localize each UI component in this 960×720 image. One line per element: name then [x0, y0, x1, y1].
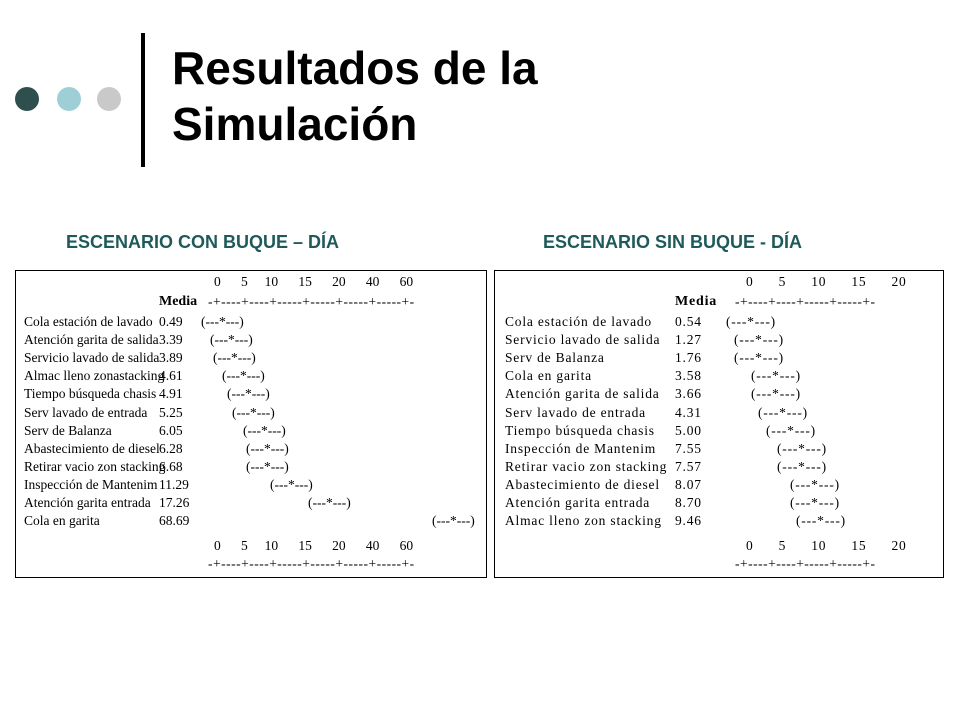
table-row	[495, 512, 943, 530]
row-name: Serv de Balanza	[505, 350, 605, 366]
table-row	[16, 349, 486, 367]
row-name: Tiempo búsqueda chasis	[24, 386, 157, 402]
scale-numbers: 0 5 10 15 20 40 60	[214, 538, 414, 553]
table-row	[16, 331, 486, 349]
row-interval: (---*---)	[432, 513, 475, 529]
scale-numbers: 0 5 10 15 20	[746, 538, 907, 553]
row-interval: (---*---)	[246, 458, 289, 474]
row-interval: (---*---)	[777, 458, 827, 474]
row-name: Retirar vacio zon stacking	[505, 458, 668, 474]
row-value: 3.39	[159, 332, 183, 348]
row-value: 0.54	[675, 314, 702, 329]
row-value: 8.70	[675, 495, 702, 510]
row-interval: (---*---)	[232, 404, 275, 420]
row-interval: (---*---)	[766, 422, 816, 438]
row-value: 6.05	[159, 422, 183, 438]
row-name: Abastecimiento de diesel	[505, 476, 660, 492]
table-row	[495, 404, 943, 422]
interval-plot-without-ship	[495, 271, 943, 577]
table-row	[495, 367, 943, 385]
row-value: 4.91	[159, 386, 183, 402]
row-name: Cola en garita	[505, 368, 592, 384]
row-value: 7.55	[675, 440, 702, 456]
table-row	[495, 331, 943, 349]
row-name: Retirar vacio zon stacking	[24, 458, 166, 474]
row-interval: (---*---)	[726, 314, 776, 329]
row-value: 68.69	[159, 513, 190, 529]
row-name: Cola en garita	[24, 513, 100, 529]
title-line-1: Resultados de la	[172, 42, 538, 94]
row-value: 0.49	[159, 314, 183, 329]
row-name: Atención garita de salida	[24, 332, 159, 348]
title-line-2: Simulación	[172, 98, 418, 150]
row-value: 11.29	[159, 476, 189, 492]
scale-numbers: 0 5 10 15 20	[746, 274, 907, 289]
table-row	[495, 385, 943, 403]
row-value: 5.25	[159, 404, 183, 420]
row-value: 4.61	[159, 368, 183, 384]
scale-line: -+----+----+-----+-----+-	[735, 294, 876, 309]
row-value: 1.27	[675, 332, 702, 348]
scale-line: -+----+----+-----+-----+-----+-----+-	[208, 556, 415, 571]
row-value: 3.89	[159, 350, 183, 366]
row-name: Inspección de Mantenim	[505, 440, 657, 456]
decorative-dot-gray	[97, 87, 121, 111]
scale-numbers: 0 5 10 15 20 40 60	[214, 274, 414, 289]
table-row	[495, 476, 943, 494]
slide-title	[172, 40, 538, 152]
row-value: 8.07	[675, 476, 702, 492]
row-interval: (---*---)	[213, 350, 256, 366]
table-row	[16, 313, 486, 331]
table-row	[16, 422, 486, 440]
table-row	[16, 440, 486, 458]
row-value: 7.57	[675, 458, 702, 474]
table-row	[16, 494, 486, 512]
row-value: 6.68	[159, 458, 183, 474]
scale-line: -+----+----+-----+-----+-	[735, 556, 876, 571]
row-interval: (---*---)	[243, 422, 286, 438]
row-name: Almac lleno zonastacking	[24, 368, 165, 384]
row-name: Serv de Balanza	[24, 422, 112, 438]
table-row	[495, 494, 943, 512]
title-divider	[141, 33, 145, 167]
row-interval: (---*---)	[751, 386, 801, 402]
row-name: Atención garita entrada	[505, 495, 651, 510]
table-row	[16, 458, 486, 476]
row-interval: (---*---)	[201, 314, 244, 329]
row-value: 4.31	[675, 404, 702, 420]
table-row	[16, 385, 486, 403]
decorative-dot-dark	[15, 87, 39, 111]
row-name: Servicio lavado de salida	[505, 332, 661, 348]
scale-line: -+----+----+-----+-----+-----+-----+-	[208, 294, 415, 309]
media-header: Media	[159, 294, 198, 309]
row-interval: (---*---)	[751, 368, 801, 384]
row-name: Inspección de Mantenim	[24, 476, 158, 492]
row-value: 5.00	[675, 422, 702, 438]
row-value: 1.76	[675, 350, 702, 366]
row-interval: (---*---)	[308, 495, 351, 510]
table-row	[16, 404, 486, 422]
row-value: 3.66	[675, 386, 702, 402]
row-interval: (---*---)	[210, 332, 253, 348]
row-interval: (---*---)	[227, 386, 270, 402]
row-name: Cola estación de lavado	[505, 314, 652, 329]
table-row	[495, 422, 943, 440]
row-interval: (---*---)	[246, 440, 289, 456]
table-row	[495, 440, 943, 458]
table-row	[16, 512, 486, 530]
row-value: 9.46	[675, 513, 702, 529]
row-value: 17.26	[159, 495, 190, 510]
row-name: Cola estación de lavado	[24, 314, 153, 329]
row-interval: (---*---)	[777, 440, 827, 456]
row-name: Servicio lavado de salida	[24, 350, 160, 366]
row-name: Atención garita de salida	[505, 386, 660, 402]
row-value: 3.58	[675, 368, 702, 384]
row-name: Tiempo búsqueda chasis	[505, 422, 655, 438]
row-interval: (---*---)	[734, 350, 784, 366]
table-row	[495, 349, 943, 367]
decorative-dot-teal	[57, 87, 81, 111]
row-name: Serv lavado de entrada	[24, 404, 148, 420]
row-interval: (---*---)	[790, 476, 840, 492]
media-header: Media	[675, 294, 718, 309]
row-name: Atención garita entrada	[24, 495, 151, 510]
row-interval: (---*---)	[796, 513, 846, 529]
table-row	[495, 458, 943, 476]
table-row	[16, 476, 486, 494]
row-name: Almac lleno zon stacking	[505, 513, 662, 529]
interval-plot-with-ship	[16, 271, 486, 577]
table-row	[495, 313, 943, 331]
row-interval: (---*---)	[270, 476, 313, 492]
table-row	[16, 367, 486, 385]
row-name: Abastecimiento de diesel	[24, 440, 160, 456]
row-interval: (---*---)	[734, 332, 784, 348]
row-interval: (---*---)	[758, 404, 808, 420]
row-name: Serv lavado de entrada	[505, 404, 646, 420]
results-table-without-ship	[494, 270, 944, 578]
row-interval: (---*---)	[222, 368, 265, 384]
scenario-heading-without-ship: ESCENARIO SIN BUQUE - DÍA	[543, 232, 803, 252]
row-value: 6.28	[159, 440, 183, 456]
scenario-heading-with-ship: ESCENARIO CON BUQUE – DÍA	[66, 232, 340, 252]
results-table-with-ship	[15, 270, 487, 578]
row-interval: (---*---)	[790, 495, 840, 510]
